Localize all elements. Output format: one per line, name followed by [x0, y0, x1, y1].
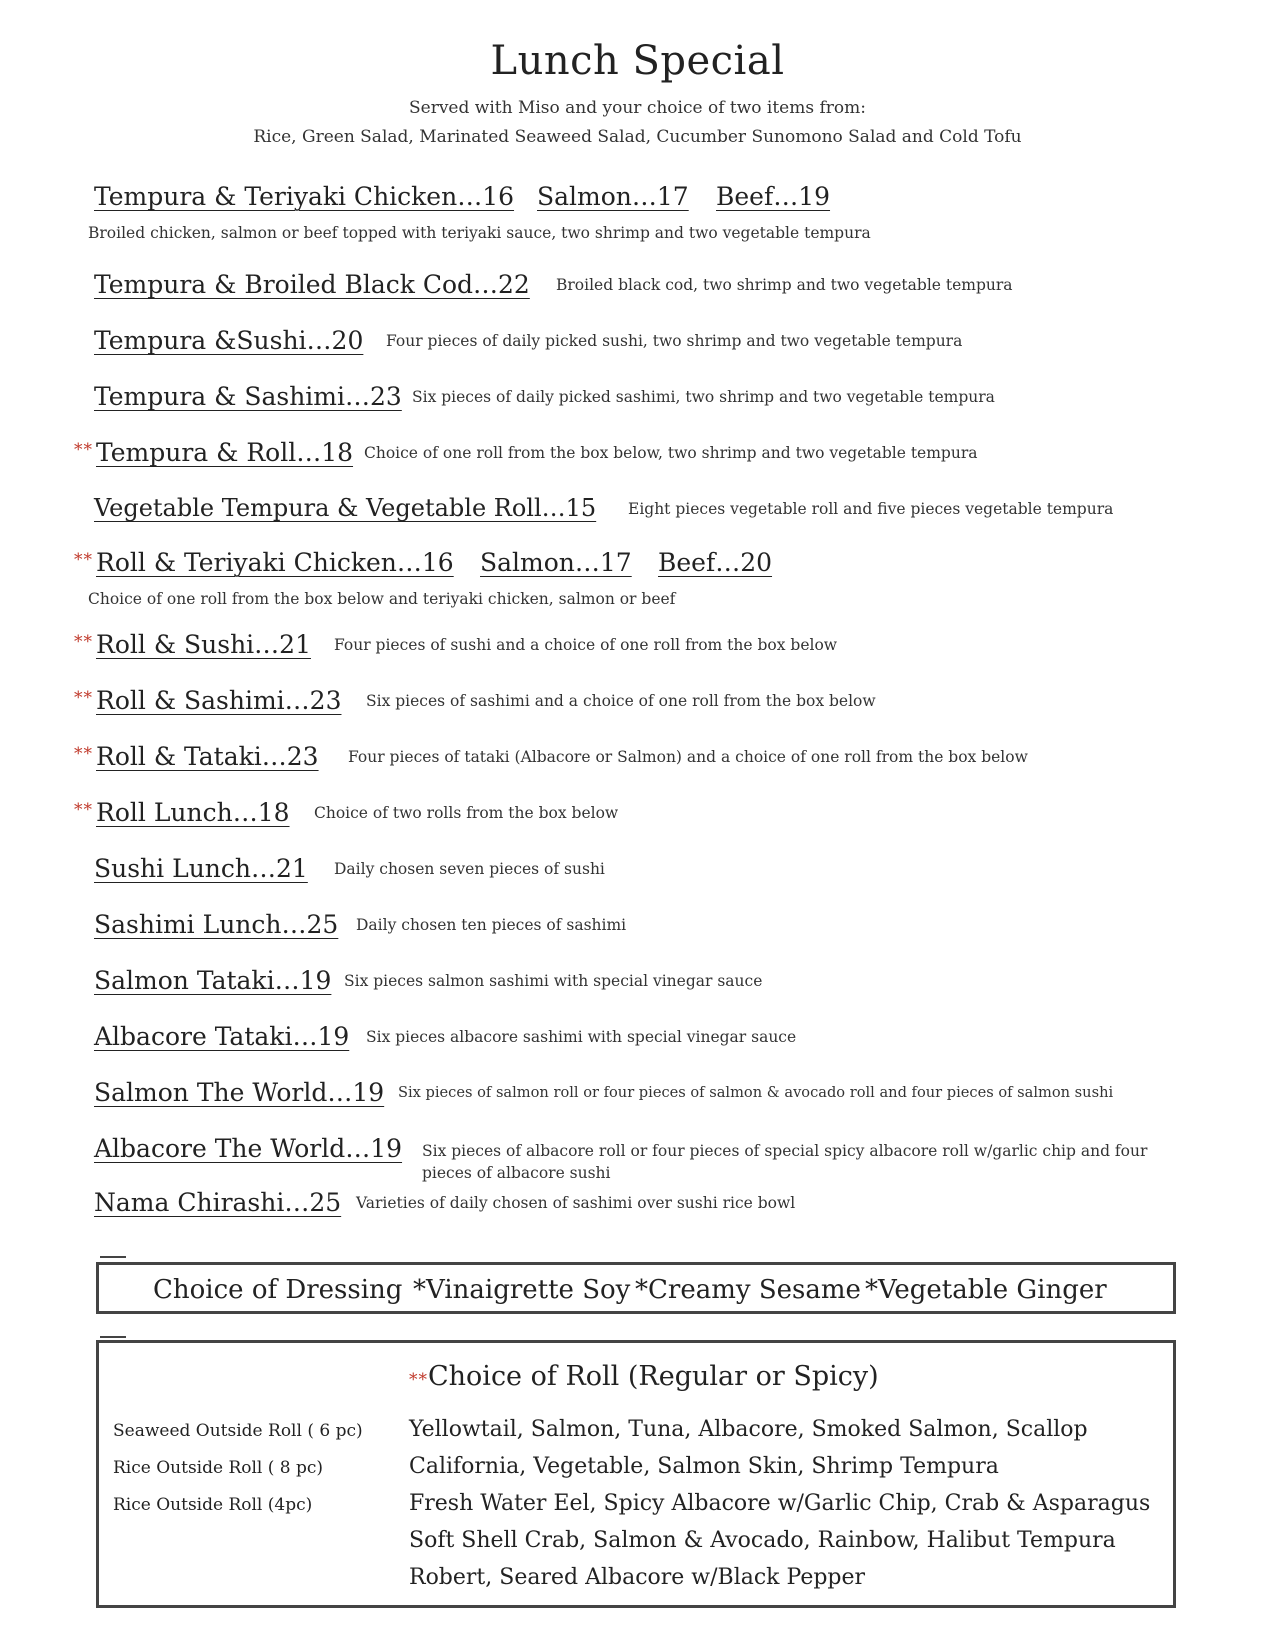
item-name: Roll & Tataki…23 [96, 742, 319, 771]
menu-item [0, 382, 1275, 416]
item-description: Daily chosen seven pieces of sushi [334, 860, 605, 878]
roll-category: Rice Outside Roll ( 8 pc) [113, 1458, 324, 1478]
star-mark: ** [74, 800, 93, 820]
roll-box-title [409, 1361, 879, 1392]
item-name: Tempura & Roll…18 [96, 438, 354, 467]
roll-choice-box [96, 1340, 1176, 1608]
item-description: Four pieces of tataki (Albacore or Salmon) and a choice of one roll from the box below [348, 748, 1028, 766]
menu-item [0, 1188, 1275, 1222]
menu-item [0, 270, 1275, 304]
star-mark: ** [74, 550, 93, 570]
item-description: Broiled chicken, salmon or beef topped with teriyaki sauce, two shrimp and two vegetable tempura [88, 224, 871, 242]
item-price-option: Salmon…17 [480, 548, 632, 577]
dressing-option: *Creamy Sesame [635, 1275, 861, 1305]
item-description: Four pieces of sushi and a choice of one roll from the box below [334, 636, 838, 654]
menu-item [0, 1078, 1275, 1112]
item-price-option: Salmon…17 [537, 182, 689, 211]
subtitle-line-1: Served with Miso and your choice of two items from: [408, 98, 866, 118]
item-description: Six pieces of sashimi and a choice of one roll from the box below [366, 692, 876, 710]
roll-category: Seaweed Outside Roll ( 6 pc) [113, 1421, 363, 1441]
menu-item [0, 910, 1275, 944]
item-name: Roll & Sashimi…23 [96, 686, 342, 715]
item-description: Broiled black cod, two shrimp and two vegetable tempura [556, 276, 1013, 294]
item-description: Six pieces albacore sashimi with special vinegar sauce [366, 1028, 797, 1046]
item-name: Sashimi Lunch…25 [94, 910, 339, 939]
menu-item [0, 686, 1275, 720]
item-name: Vegetable Tempura & Vegetable Roll…15 [94, 494, 597, 522]
item-name: Roll Lunch…18 [96, 798, 290, 827]
item-description: Daily chosen ten pieces of sashimi [356, 916, 627, 934]
roll-category: Rice Outside Roll (4pc) [113, 1495, 313, 1515]
item-description: Six pieces of daily picked sashimi, two shrimp and two vegetable tempura [412, 388, 995, 406]
roll-list-line: Yellowtail, Salmon, Tuna, Albacore, Smoked Salmon, Scallop [409, 1417, 1088, 1442]
star-mark: ** [74, 744, 93, 764]
item-description: Choice of two rolls from the box below [314, 804, 619, 822]
item-name: Roll & Teriyaki Chicken…16 [96, 548, 454, 577]
box-corner-mark [100, 1336, 126, 1338]
menu-item [0, 438, 1275, 472]
item-description: Choice of one roll from the box below, two shrimp and two vegetable tempura [364, 444, 978, 462]
menu-item [0, 548, 1275, 582]
item-name: Tempura & Broiled Black Cod…22 [94, 270, 530, 299]
item-name: Salmon Tataki…19 [94, 966, 332, 995]
menu-item [0, 966, 1275, 1000]
item-description: Four pieces of daily picked sushi, two shrimp and two vegetable tempura [386, 332, 963, 350]
item-name: Albacore Tataki…19 [94, 1022, 350, 1051]
item-name: Salmon The World…19 [94, 1078, 385, 1107]
menu-item [0, 1022, 1275, 1056]
menu-item [0, 854, 1275, 888]
star-mark: ** [74, 632, 93, 652]
roll-list-line: Robert, Seared Albacore w/Black Pepper [409, 1565, 866, 1590]
roll-list-line: California, Vegetable, Salmon Skin, Shrimp Tempura [409, 1454, 999, 1479]
item-description: Six pieces salmon sashimi with special vinegar sauce [344, 972, 763, 990]
star-mark: ** [74, 688, 93, 708]
item-price-option: Beef…20 [658, 548, 773, 577]
menu-item [0, 182, 1275, 216]
item-description: Six pieces of albacore roll or four pieces of special spicy albacore roll w/garlic chip and four pieces of albacore sushi [422, 1142, 1148, 1182]
item-description: Choice of one roll from the box below and teriyaki chicken, salmon or beef [88, 590, 676, 608]
item-price-option: Beef…19 [716, 182, 831, 211]
item-name: Albacore The World…19 [94, 1134, 403, 1163]
menu-item [0, 742, 1275, 776]
menu-item [0, 798, 1275, 832]
item-name: Tempura &Sushi…20 [94, 326, 364, 355]
dressing-label: Choice of Dressing [153, 1275, 403, 1305]
item-name: Tempura & Teriyaki Chicken…16 [94, 182, 515, 211]
item-name: Nama Chirashi…25 [94, 1188, 342, 1217]
roll-box-title-text: Choice of Roll (Regular or Spicy) [428, 1361, 879, 1392]
item-name: Tempura & Sashimi…23 [94, 382, 402, 411]
item-name: Sushi Lunch…21 [94, 854, 308, 883]
item-description: Eight pieces vegetable roll and five pieces vegetable tempura [628, 500, 1114, 518]
menu-item [0, 326, 1275, 360]
roll-list-line: Fresh Water Eel, Spicy Albacore w/Garlic Chip, Crab & Asparagus [409, 1491, 1151, 1516]
star-mark: ** [74, 440, 93, 460]
box-corner-mark [100, 1256, 126, 1258]
roll-list-line: Soft Shell Crab, Salmon & Avocado, Rainbow, Halibut Tempura [409, 1528, 1116, 1553]
menu-item [0, 630, 1275, 664]
menu-item [0, 494, 1275, 528]
item-description: Six pieces of salmon roll or four pieces of salmon & avocado roll and four pieces of salmon sushi [398, 1084, 1114, 1101]
dressing-option: *Vegetable Ginger [865, 1275, 1107, 1305]
subtitle-line-2: Rice, Green Salad, Marinated Seaweed Salad, Cucumber Sunomono Salad and Cold Tofu [253, 127, 1022, 147]
dressing-option: *Vinaigrette Soy [413, 1275, 631, 1305]
page-title: Lunch Special [490, 38, 785, 84]
item-description: Varieties of daily chosen of sashimi over sushi rice bowl [356, 1194, 796, 1212]
dressing-box [96, 1262, 1176, 1314]
star-mark: ** [409, 1370, 428, 1390]
item-name: Roll & Sushi…21 [96, 630, 311, 659]
